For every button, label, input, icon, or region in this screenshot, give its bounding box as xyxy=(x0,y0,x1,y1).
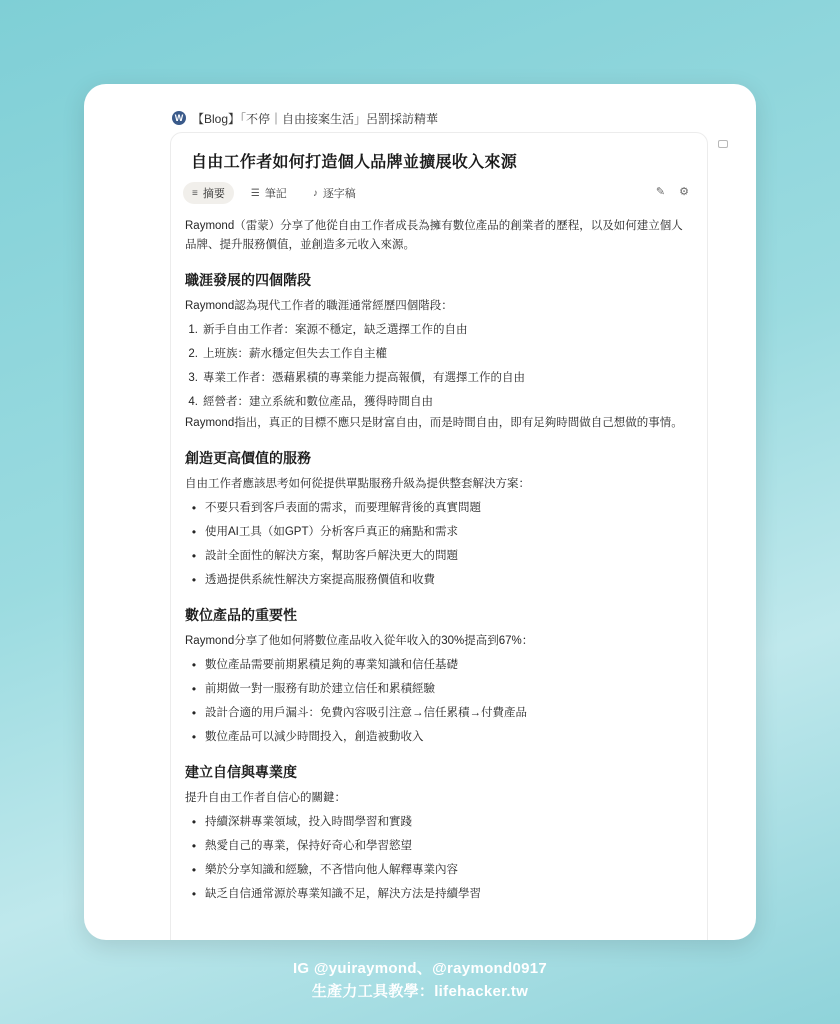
view-tabs xyxy=(183,182,365,204)
tab-notes-label: 筆記 xyxy=(264,188,287,200)
list-item: • 熱愛自己的專業，保持好奇心和學習慾望 xyxy=(191,839,412,853)
list-item: • 設計合適的用戶漏斗：免費內容吸引注意→信任累積→付費產品 xyxy=(191,706,527,720)
list-item: 4. 經營者：建立系統和數位產品，獲得時間自由 xyxy=(188,396,433,408)
section-lead: Raymond分享了他如何將數位產品收入從年收入的30%提高到67%： xyxy=(185,635,534,647)
list-item: 1. 新手自由工作者：案源不穩定，缺乏選擇工作的自由 xyxy=(188,324,468,336)
settings-sliders-icon[interactable]: ⚙ xyxy=(679,186,689,198)
list-item: • 數位產品需要前期累積足夠的專業知識和信任基礎 xyxy=(191,658,458,672)
section-heading: 職涯發展的四個階段 xyxy=(185,272,311,288)
intro-paragraph: Raymond（雷蒙）分享了他從自由工作者成長為擁有數位產品的創業者的歷程，以及如何建立個人品牌、提升服務價值，並創造多元收入來源。 xyxy=(185,220,683,251)
list-item: • 持續深耕專業領域，投入時間學習和實踐 xyxy=(191,815,412,829)
tab-summary[interactable] xyxy=(183,182,234,204)
section-heading: 建立自信與專業度 xyxy=(185,764,297,780)
section-lead: 提升自由工作者自信心的關鍵： xyxy=(185,792,346,804)
summary-content xyxy=(183,217,691,902)
list-item: • 缺乏自信通常源於專業知識不足，解決方法是持續學習 xyxy=(191,887,481,901)
section-paragraph: Raymond指出，真正的目標不應只是財富自由，而是時間自由，即有足夠時間做自己想做的事情。 xyxy=(185,417,683,429)
list-item: • 數位產品可以減少時間投入，創造被動收入 xyxy=(191,730,424,744)
notes-icon: ☰ xyxy=(250,187,260,199)
list-item: • 透過提供系統性解決方案提高服務價值和收費 xyxy=(191,573,435,587)
section-heading: 創造更高價值的服務 xyxy=(185,450,311,466)
summary-icon: ≡ xyxy=(192,187,198,199)
page-title: 自由工作者如何打造個人品牌並擴展收入來源 xyxy=(191,154,518,171)
tab-notes[interactable] xyxy=(242,182,296,204)
comment-icon[interactable] xyxy=(718,140,728,148)
tab-transcript-label: 逐字稿 xyxy=(322,188,356,200)
list-item: • 前期做一對一服務有助於建立信任和累積經驗 xyxy=(191,682,435,696)
list-item: • 樂於分享知識和經驗，不吝惜向他人解釋專業內容 xyxy=(191,863,458,877)
tab-summary-label: 摘要 xyxy=(202,188,225,200)
toolbar xyxy=(656,185,689,198)
window-header xyxy=(172,110,438,126)
source-title: 【Blog】「不停｜自由接案生活」呂罰採訪精華 xyxy=(192,111,439,126)
list-item: • 設計全面性的解決方案，幫助客戶解決更大的問題 xyxy=(191,549,458,563)
wordpress-icon: W xyxy=(172,111,186,125)
list-item: 3. 專業工作者：憑藉累積的專業能力提高報價，有選擇工作的自由 xyxy=(188,372,525,384)
list-item: 2. 上班族：薪水穩定但失去工作自主權 xyxy=(188,348,387,360)
section-lead: Raymond認為現代工作者的職涯通常經歷四個階段： xyxy=(185,300,453,312)
footer-website: 生產力工具教學：lifehacker.tw xyxy=(311,983,529,1000)
tab-transcript[interactable] xyxy=(304,182,365,204)
footer-instagram: IG @yuiraymond、@raymond0917 xyxy=(292,960,548,977)
transcript-icon: ♪ xyxy=(312,187,318,199)
list-item: • 使用AI工具（如GPT）分析客戶真正的痛點和需求 xyxy=(191,525,459,539)
section-heading: 數位產品的重要性 xyxy=(185,607,297,623)
app-window xyxy=(84,84,756,940)
magic-wand-icon[interactable]: ✎ xyxy=(655,186,666,198)
summary-document xyxy=(170,132,708,940)
list-item: • 不要只看到客戶表面的需求，而要理解背後的真實問題 xyxy=(191,501,481,515)
section-lead: 自由工作者應該思考如何從提供單點服務升級為提供整套解決方案： xyxy=(185,478,530,490)
